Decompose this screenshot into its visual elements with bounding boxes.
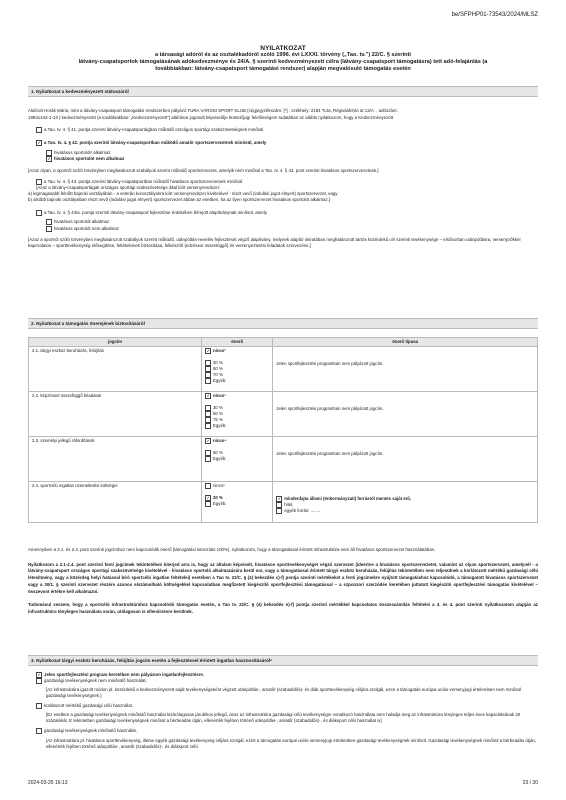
option-percent[interactable]: 50 % xyxy=(205,450,269,456)
option-percent[interactable]: 30 % xyxy=(205,360,269,366)
checkbox[interactable] xyxy=(205,378,211,384)
option-row[interactable]: gazdasági tevékenységnek minősülő használat. xyxy=(28,728,538,734)
paragraph: 19831442-1-13 ) kedvezményezett (a továbbiakban: „Kedvezményezett”) aláírásra jogosult képviselője büntetőjogi felelősségem tudatában az alábbi nyilatkozom, hogy a Kedvezményezett xyxy=(28,115,394,120)
section-2 xyxy=(28,318,538,523)
table-row xyxy=(29,481,538,522)
checkbox[interactable] xyxy=(36,678,42,684)
onero-tipus-cell xyxy=(273,391,538,436)
option-percent[interactable]: 50 % xyxy=(205,411,269,417)
onero-cell xyxy=(202,346,273,391)
option-none[interactable]: ✓ nincs² xyxy=(205,348,269,354)
onero-cell xyxy=(202,391,273,436)
checkbox[interactable] xyxy=(36,179,42,185)
self-contribution-table xyxy=(28,337,538,523)
option-percent[interactable]: Egyéb: xyxy=(205,456,269,462)
option-row[interactable]: a Tao. tv. 4. § 43. pontja szerinti látvány-csapatsportban működő hivatásos sportszervezetnek minősül. xyxy=(28,179,538,185)
checkbox[interactable] xyxy=(276,508,282,514)
declaration-title: NYILATKOZAT xyxy=(260,45,306,52)
paragraph: Alulírott Horák Mária, mint a látvány-csapatsport támogatási rendszerben pályázó TURA VÁROSI SPORT KLUB (cégjegyzékszám: [*] , székhely: 2194 Tura, Régiváshíntó út 13/A. , adószám: xyxy=(28,108,398,113)
onero-tipus-cell xyxy=(273,346,538,391)
option-none[interactable]: ✓ nincs⁴ xyxy=(205,438,269,444)
option-percent[interactable]: 30 % xyxy=(205,405,269,411)
jogcim-label: 2.2. képzéssel összefüggő feladatok xyxy=(32,392,102,398)
checkbox[interactable] xyxy=(205,423,211,429)
note: [Az infrastruktúra pl. hivatásos sporttevékenység, illetve egyéb gazdasági tevékenység céljára szolgál, ezért a támogatás európai uniós versenyjogi értelemben gazdasági tevékenységnek minősül. Gazdasági tevékenységnek minősül a bérbeadás útján, ellenérték fejében történő utánpótlás-, amatőr (szabadidős)-, és diáksport célú xyxy=(46,737,537,749)
checkbox-checked[interactable] xyxy=(36,140,42,146)
declaration-header xyxy=(28,45,538,73)
checkbox[interactable] xyxy=(205,456,211,462)
jogcim-cell xyxy=(29,481,202,522)
paragraph: Nyilatkozom a 2.1-2.4. pont szerinti fenti jogcímek tekintetében kiterjed arra is, hogy az általam képviselt, hivatásos sporttevékenységet végző szervezet (ideértve a hivatásos sportszervezetet, valamint az olyan sportszervezet, amelynél - a látvány-csapatsport országos sportági szakszövetsége kivételével - hivatásos sportoló alkalmazására kerül sor, vagy a támogatással érintett tárgyi eszköz beruházás, felújítás tekintetében nem teljesülnek a korlátozott mértékű gazdasági célú létesítmény, vagy a közérdeg helyi hatással bíró sportcélú ingatlan feltételei) esetében a Tao tv. 22/C. § (4) bekezdés c)-f) pontja szerinti mértékeket a fenti jogcímekre nyújtott támogatáshoz kapcsolódó, a támogatott hivatásos sportszervezet vagy a 30/1. § szerinti szervezet részére azonos elszámolható költségekkel kapcsolatban megfizetett kiegészítő sportfejlesztési támogatással – a szponzori szerződés keretében juttatott kiegészítő sportfejlesztési támogatás kivételével – összevont értékre kell alkalmazni. xyxy=(28,561,538,594)
type-option[interactable]: hitel, xyxy=(276,502,534,508)
paragraph: Tudomásul veszem, hogy a sportcélú infrastruktúrához kapcsolódó támogatás esetén, a Tao tv. 22/C. § (4) bekezdés e)-f) pontja szerinti mértékkel kapcsolatos összeszámítás feltételei a 3. és 4. pont szerinti nyilatkozatom alapján az infrastruktúra tényleges használata során, utólagosan is ellenőrzésre kerülnek. xyxy=(28,602,538,614)
note: [Ez esetben a gazdasági tevékenységnek minősülő használat kizárólagosan járulékos jellegű, azaz az infrastruktúra gazdasági célú tevékenységre vonatkozó használata nem haladja meg az infrastruktúra tényleges teljes éves kapacitásának 20 százalékát. E tekintetben gazdasági tevékenységnek minősül a bérbeadás útján, ellenérték fejében történő utánpótlás-, amatőr (szabadidős)-, és diáksport célú használat is] xyxy=(46,712,521,724)
checkbox[interactable] xyxy=(205,483,211,489)
column-header: önerő xyxy=(202,338,273,347)
option-row[interactable]: ✓a Tao. tv. 4. § 42. pontja szerinti látvány-csapatsportban működő amatőr sportszervezetnek minősül, amely xyxy=(28,139,538,146)
onero-cell xyxy=(202,481,273,522)
type-text: Jelen sportfejlesztési programban nem pályázott jogcím. xyxy=(276,405,384,411)
option-percent[interactable]: Egyéb: xyxy=(205,423,269,429)
note: [Az infrastruktúra igazolt módon pl. közérdekű a kedvezményezett saját tevékenységeként végzett utánpótlás-, amatőr (szabadidős)- és diák sporttevékenység céljára szolgál, ezen a támogatás európai uniós versenyjogi értelemben nem minősül gazdasági tevékenységnek.] xyxy=(46,687,521,699)
onero-tipus-cell xyxy=(273,436,538,481)
table-row xyxy=(29,346,538,391)
section-title: 1. Nyilatkozat a kedvezményezett státuszáról xyxy=(28,86,538,97)
section-2-notes xyxy=(28,547,538,615)
type-option[interactable]: egyéb forrás: ........ xyxy=(276,508,534,514)
checkbox[interactable] xyxy=(36,728,42,734)
checkbox-checked[interactable] xyxy=(46,156,52,162)
note: [Azaz a sportról szóló törvényben meghatározott szabályok szerint működő, utánpótlás-nevelés fejlesztését végző alapítvány, melynek alapító okiratában meghatározott tartós közérdekű cél szerinti tevékenysége – elsősorban utánpótlásra, versenyzőkkel kapcsolatos – sporttevékenység elősegítése, feltételeinek biztosítása, felkészítő (edzésesi összetűggő) és versenyeztetési feladatok szervezése.] xyxy=(28,236,521,248)
note: a) legmagasabb felnőtt bajnoki osztályában - a veterán korosztályokra kiírt versenyrendszer kivételével - részt vevő (indulási jogot elnyert) sportszervezet, vagy xyxy=(28,191,338,197)
option-row[interactable]: a Tao. tv. 4. § 41. pontja szerinti látvány-csapatsportágban működő országos sportági szakszövetségnek minősül. xyxy=(28,126,538,133)
section-title: 2. Nyilatkozat a támogatás önerejének biztosításáról xyxy=(28,318,538,329)
checkbox[interactable] xyxy=(205,438,211,444)
header-line: továbbiakban: látvány-csapatsport támogatási rendszer) alapján megvalósuló támogatás esetén xyxy=(155,66,411,72)
column-header: jogcím xyxy=(29,338,202,347)
option-none[interactable]: nincs⁵ xyxy=(205,483,269,489)
section-3 xyxy=(28,655,538,750)
section-1 xyxy=(28,86,538,249)
jogcim-label: 2.4. sportcélú ingatlan üzemeltetési költségei xyxy=(32,482,118,488)
sub-option[interactable]: hivatásos sportolót alkalmaz xyxy=(28,219,538,225)
option-percent[interactable]: 75 % xyxy=(205,417,269,423)
type-option[interactable]: ✓mindenfajta állami (önkormányzati) forrástól mentes saját erő, xyxy=(276,496,534,502)
sub-option[interactable]: hivatásos sportolót nem alkalmaz xyxy=(28,226,538,232)
jogcim-cell xyxy=(29,436,202,481)
checkbox[interactable] xyxy=(46,150,52,156)
checkbox-checked[interactable] xyxy=(36,672,42,678)
section-title: 3. Nyilatkozat tárgyi eszköz beruházás, felújítás jogcím esetén a fejlesztéssel érintett ingatlan hasznosításáról⁶ xyxy=(28,655,538,666)
table-row xyxy=(29,391,538,436)
type-text: Jelen sportfejlesztési programban nem pályázott jogcím. xyxy=(276,360,384,366)
checkbox[interactable] xyxy=(205,348,211,354)
onero-tipus-cell xyxy=(273,481,538,522)
option-percent[interactable]: 50 % xyxy=(205,366,269,372)
option-percent[interactable]: 70 % xyxy=(205,372,269,378)
checkbox[interactable] xyxy=(205,501,211,507)
jogcim-label: 2.3. személyi jellegű ráfordítások xyxy=(32,437,95,443)
option-row[interactable]: ✓Jelen sportfejlesztési program keretében nem pályázom ingatlanfejlesztésre. xyxy=(28,672,538,678)
option-percent[interactable]: Egyéb: xyxy=(205,378,269,384)
checkbox[interactable] xyxy=(36,703,42,709)
checkbox[interactable] xyxy=(36,127,42,133)
option-percent[interactable]: ✓20 % xyxy=(205,495,269,501)
onero-cell xyxy=(202,436,273,481)
jogcim-label: 2.1. tárgyi eszköz beruházás, felújítás xyxy=(32,347,104,353)
jogcim-cell xyxy=(29,391,202,436)
option-row[interactable]: a Tao. tv. 4. § 43/a. pontja szerinti látvány-csapatsport fejlesztése érdekében létrejött alapítványnak minősül, amely xyxy=(28,209,538,216)
sub-option[interactable]: ✓hivatásos sportolót nem alkalmaz xyxy=(28,156,538,162)
type-text: Jelen sportfejlesztési programban nem pályázott jogcím. xyxy=(276,450,384,456)
table-row xyxy=(29,436,538,481)
note: b) alsóbb bajnoki osztályaiban részt vevő (indulási jogot elnyert) sportszervezet abban az esetben, ha az ilyen sportszervezet hivatásos sportolót alkalmaz.] xyxy=(28,197,331,203)
checkbox[interactable] xyxy=(46,219,52,225)
note: [Azaz a látvány-csapatsportágak országos sportági szakszövetsége által kiírt versenyrendszer: xyxy=(36,185,221,191)
checkbox[interactable] xyxy=(46,226,52,232)
jogcim-cell xyxy=(29,346,202,391)
option-percent[interactable]: Egyéb: xyxy=(205,501,269,507)
header-line: a társasági adóról és az osztalékadóról szóló 1996. évi LXXXI. törvény („Tao. tv.”) 22/C. § szerinti xyxy=(155,52,411,58)
page-number: 23 / 30 xyxy=(522,780,538,786)
sub-option[interactable]: hivatásos sportolót¹ alkalmaz xyxy=(28,150,538,156)
checkbox[interactable] xyxy=(205,393,211,399)
page-footer xyxy=(28,780,538,786)
document-id: be/SFPHP01-73543/2024/MLSZ xyxy=(451,12,538,18)
option-row[interactable]: korlátozott mértékű gazdasági célú használat. xyxy=(28,703,538,709)
column-header: önerő típusa xyxy=(273,338,538,347)
option-row[interactable]: gazdasági tevékenységnek nem minősülő használat. xyxy=(28,678,538,684)
note: [Azaz olyan, a sportról szóló törvényben meghatározott szabályok szerint működő sportszervezet, amelyik nem minősül a Tao. tv. 4. § 43. pont szerinti hivatásos sportszervezetnek.] xyxy=(28,168,379,174)
checkbox[interactable] xyxy=(36,210,42,216)
option-none[interactable]: ✓ nincs³ xyxy=(205,393,269,399)
paragraph: Amennyiben a 2.1. és 2.4. pont szerinti jogcímhez nem kapcsolódik önerő (támogatási intenzitás 100%), nyilatkozom, hogy a támogatással érintett infrastruktúra nem áll hivatásos sportszervezet használatában. xyxy=(28,547,436,552)
print-date: 2024-03-25 16:13 xyxy=(28,780,68,786)
header-line: látvány-csapatsportok támogatásának adókedvezménye és 24/A. § szerinti kedvezményezett célra (látvány-csapatsport támogatásra) tett adó-felajánlás (a xyxy=(78,59,488,65)
